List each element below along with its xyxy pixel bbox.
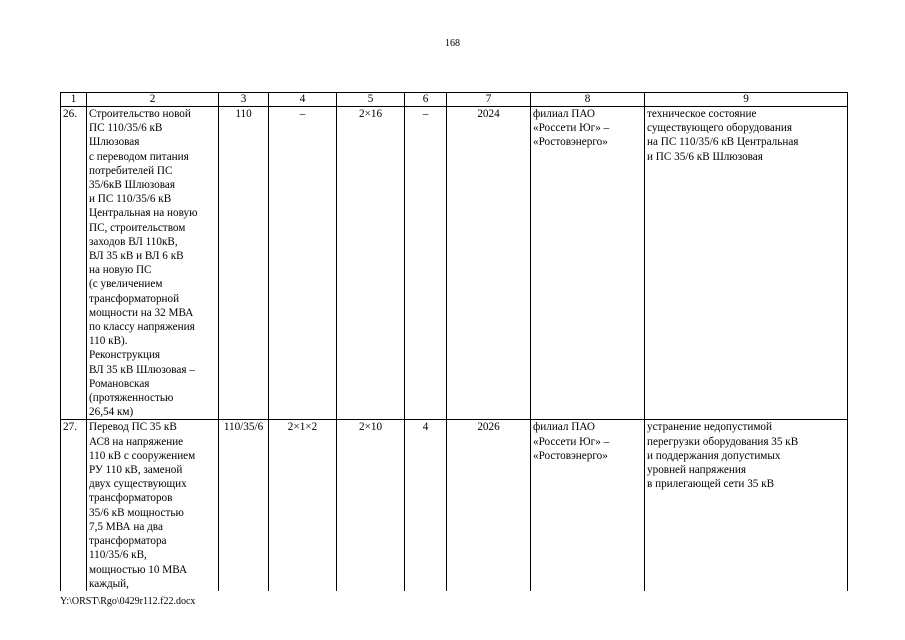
year-cell: 2026 [447,420,531,591]
column-header: 4 [269,93,337,107]
voltage-cell: 110 [219,107,269,420]
column-header: 5 [337,93,405,107]
investment-table [60,92,848,591]
row-number: 26. [61,107,87,420]
column-header: 8 [531,93,645,107]
column-header: 3 [219,93,269,107]
justification-cell: техническое состояние существующего оборудования на ПС 110/35/6 кВ Центральная и ПС 35/6 кВ Шлюзовая [645,107,848,420]
page-number: 168 [445,38,460,49]
project-description: Строительство новой ПС 110/35/6 кВ Шлюзовая с переводом питания потребителей ПС 35/6кВ Шлюзовая и ПС 110/35/6 кВ Центральная на новую ПС, строительством заходов ВЛ 110кВ, ВЛ 35 кВ и ВЛ 6 кВ на новую ПС (с увеличением трансформаторной мощности на 32 МВА по классу напряжения 110 кВ). Реконструкция ВЛ 35 кВ Шлюзовая – Романовская (протяженностью 26,54 км) [87,107,219,420]
year-cell: 2024 [447,107,531,420]
column-header: 6 [405,93,447,107]
project-description: Перевод ПС 35 кВ АС8 на напряжение 110 кВ с сооружением РУ 110 кВ, заменой двух существующих трансформаторов 35/6 кВ мощностью 7,5 МВА на два трансформатора 110/35/6 кВ, мощностью 10 МВА каждый, [87,420,219,591]
column-5-cell: 2×10 [337,420,405,591]
table-row [61,420,848,591]
column-4-cell: – [269,107,337,420]
column-4-cell: 2×1×2 [269,420,337,591]
organization-cell: филиал ПАО «Россети Юг» – «Ростовэнерго» [531,107,645,420]
column-header: 7 [447,93,531,107]
column-5-cell: 2×16 [337,107,405,420]
organization-cell: филиал ПАО «Россети Юг» – «Ростовэнерго» [531,420,645,591]
column-header: 9 [645,93,848,107]
column-number-row [61,93,848,107]
row-number: 27. [61,420,87,591]
voltage-cell: 110/35/6 [219,420,269,591]
column-6-cell: 4 [405,420,447,591]
file-path-footer: Y:\ORST\Rgo\0429r112.f22.docx [60,596,196,607]
column-header: 2 [87,93,219,107]
column-6-cell: – [405,107,447,420]
table-row [61,107,848,420]
column-header: 1 [61,93,87,107]
justification-cell: устранение недопустимой перегрузки оборудования 35 кВ и поддержания допустимых уровней напряжения в прилегающей сети 35 кВ [645,420,848,591]
